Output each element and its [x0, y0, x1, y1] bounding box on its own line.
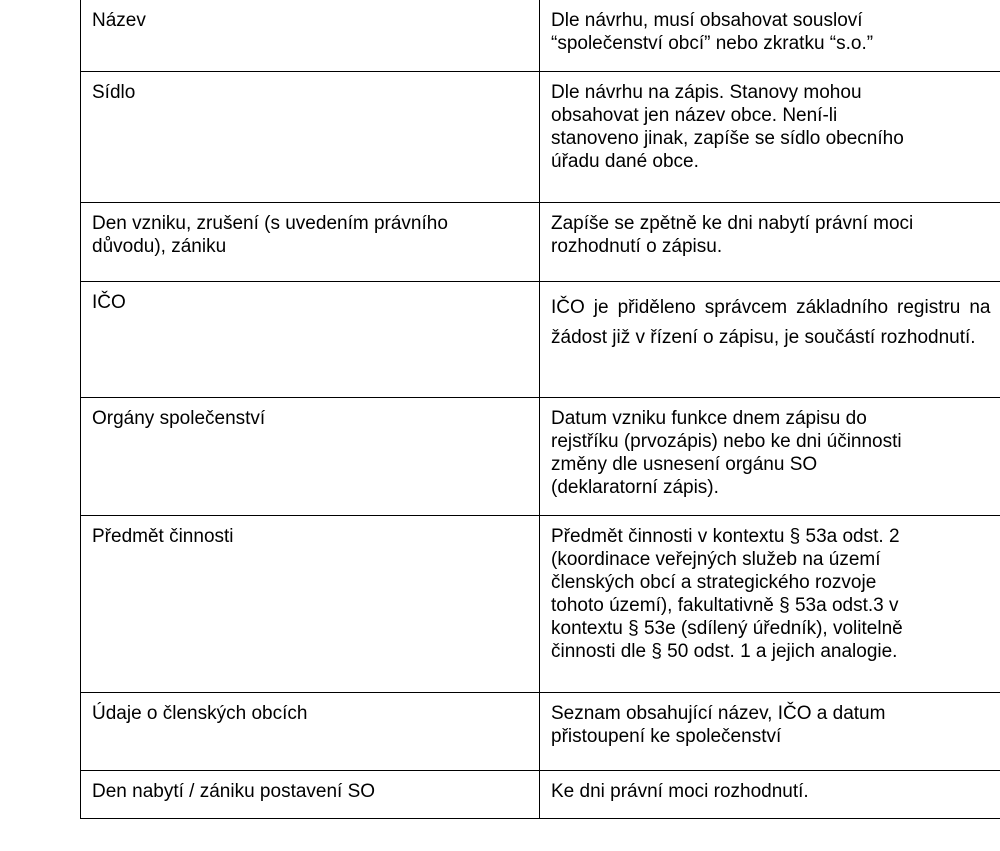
- field-name-cell: [81, 202, 540, 281]
- description-line: přistoupení ke společenství: [551, 725, 782, 747]
- table-row: [81, 281, 1000, 397]
- field-name-cell: [81, 71, 540, 202]
- field-name-cell: [81, 397, 540, 515]
- table-row: [81, 0, 1000, 71]
- field-description-cell: [540, 71, 1000, 202]
- description-line: změny dle usnesení orgánu SO: [551, 453, 818, 475]
- field-name-cell: [81, 281, 540, 397]
- description-line: Datum vzniku funkce dnem zápisu do: [551, 407, 867, 429]
- description-line: “společenství obcí” nebo zkratku “s.o.”: [551, 33, 874, 54]
- table-row: [81, 71, 1000, 202]
- description-line: Předmět činnosti v kontextu § 53a odst. 2: [551, 525, 900, 547]
- description-line: členských obcí a strategického rozvoje: [551, 571, 877, 593]
- description-line: rozhodnutí o zápisu.: [551, 235, 723, 257]
- field-name: Předmět činnosti: [92, 525, 234, 547]
- field-name: Orgány společenství: [92, 407, 266, 429]
- field-description-cell: [540, 0, 1000, 71]
- description-line: kontextu § 53e (sdílený úředník), volitelně: [551, 617, 903, 639]
- description-line: Seznam obsahující název, IČO a datum: [551, 702, 886, 724]
- field-name-line: Den vzniku, zrušení (s uvedením právního: [92, 212, 448, 234]
- field-description-cell: [540, 515, 1000, 692]
- description-line: Ke dni právní moci rozhodnutí.: [551, 780, 809, 802]
- table-row: [81, 397, 1000, 515]
- table-row: [81, 202, 1000, 281]
- registry-fields-table: [80, 0, 1000, 819]
- description-line: Zapíše se zpětně ke dni nabytí právní moci: [551, 212, 914, 234]
- field-name-line: důvodu), zániku: [92, 235, 227, 257]
- description-line: stanoveno jinak, zapíše se sídlo obecního: [551, 127, 904, 149]
- table-row: [81, 692, 1000, 770]
- field-name-cell: [81, 0, 540, 71]
- description-line: (deklaratorní zápis).: [551, 476, 719, 498]
- description-line: činnosti dle § 50 odst. 1 a jejich analogie.: [551, 640, 898, 662]
- field-description-cell: [540, 397, 1000, 515]
- field-name: Údaje o členských obcích: [92, 702, 308, 724]
- description-line: rejstříku (prvozápis) nebo ke dni účinnosti: [551, 430, 902, 452]
- field-description-cell: [540, 281, 1000, 397]
- description-line: obsahovat jen název obce. Není-li: [551, 104, 838, 126]
- field-name-cell: [81, 692, 540, 770]
- field-name: Název: [92, 10, 146, 31]
- field-description-cell: [540, 692, 1000, 770]
- description-text: IČO je přiděleno správcem základního registru na žádost již v řízení o zápisu, je součástí rozhodnutí.: [551, 296, 991, 348]
- field-name: Sídlo: [92, 81, 136, 103]
- field-description-cell: [540, 770, 1000, 818]
- field-name-cell: [81, 770, 540, 818]
- description-line: tohoto území), fakultativně § 53a odst.3 v: [551, 594, 899, 616]
- field-name: Den nabytí / zániku postavení SO: [92, 780, 376, 802]
- field-description-cell: [540, 202, 1000, 281]
- description-line: (koordinace veřejných služeb na území: [551, 548, 881, 570]
- field-name-cell: [81, 515, 540, 692]
- table-row: [81, 515, 1000, 692]
- description-line: Dle návrhu na zápis. Stanovy mohou: [551, 81, 862, 103]
- table-row: [81, 770, 1000, 818]
- field-name: IČO: [92, 291, 126, 313]
- description-line: úřadu dané obce.: [551, 150, 699, 172]
- description-line: Dle návrhu, musí obsahovat sousloví: [551, 10, 863, 31]
